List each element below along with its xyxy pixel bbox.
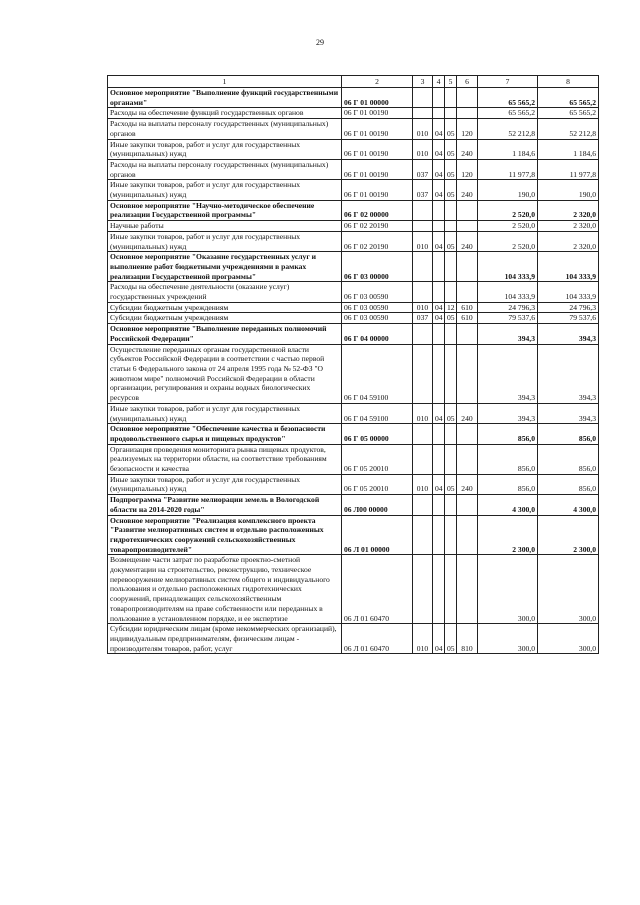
amount-year1-cell: 300,0 <box>478 555 538 624</box>
row-name-cell: Организация проведения мониторинга рынка пищевых продуктов, реализуемых на территории области, на соответствие требованиям безопасности и качества <box>108 444 342 474</box>
header-cell: 6 <box>457 76 478 88</box>
table-row <box>108 555 599 624</box>
expense-type-cell: 120 <box>457 159 478 179</box>
table-row <box>108 444 599 474</box>
ministry-code-cell: 010 <box>413 403 433 423</box>
amount-year1-cell: 856,0 <box>478 424 538 444</box>
expense-type-cell <box>457 515 478 555</box>
section-code-cell: 04 <box>433 139 445 159</box>
row-name-cell: Иные закупки товаров, работ и услуг для государственных (муниципальных) нужд <box>108 231 342 251</box>
budget-code-cell: 06 Л00 00000 <box>342 495 413 515</box>
amount-year2-cell: 2 320,0 <box>538 231 599 251</box>
ministry-code-cell <box>413 344 433 403</box>
expense-type-cell <box>457 424 478 444</box>
row-name-cell: Основное мероприятие "Выполнение функций государственными органами" <box>108 88 342 108</box>
amount-year2-cell: 65 565,2 <box>538 108 599 119</box>
expense-type-cell <box>457 221 478 232</box>
amount-year1-cell: 2 300,0 <box>478 515 538 555</box>
amount-year2-cell: 856,0 <box>538 444 599 474</box>
table-row <box>108 282 599 302</box>
ministry-code-cell <box>413 108 433 119</box>
header-cell: 2 <box>342 76 413 88</box>
budget-code-cell: 06 Г 01 00190 <box>342 119 413 139</box>
table-row <box>108 324 599 344</box>
section-code-cell <box>433 444 445 474</box>
budget-code-cell: 06 Г 04 59100 <box>342 403 413 423</box>
table-row <box>108 231 599 251</box>
amount-year2-cell: 2 320,0 <box>538 221 599 232</box>
subsection-code-cell <box>445 444 457 474</box>
row-name-cell: Расходы на выплаты персоналу государственных (муниципальных) органов <box>108 159 342 179</box>
section-code-cell <box>433 324 445 344</box>
row-name-cell: Расходы на обеспечение функций государственных органов <box>108 108 342 119</box>
section-code-cell <box>433 555 445 624</box>
budget-code-cell: 06 Г 04 59100 <box>342 344 413 403</box>
section-code-cell <box>433 200 445 220</box>
subsection-code-cell <box>445 324 457 344</box>
table-row <box>108 88 599 108</box>
ministry-code-cell: 010 <box>413 119 433 139</box>
ministry-code-cell <box>413 555 433 624</box>
amount-year2-cell: 856,0 <box>538 424 599 444</box>
budget-code-cell: 06 Г 02 20190 <box>342 231 413 251</box>
amount-year1-cell: 300,0 <box>478 624 538 654</box>
expense-type-cell <box>457 495 478 515</box>
subsection-code-cell <box>445 200 457 220</box>
expense-type-cell: 610 <box>457 313 478 324</box>
amount-year2-cell: 52 212,8 <box>538 119 599 139</box>
subsection-code-cell: 05 <box>445 624 457 654</box>
expense-type-cell <box>457 344 478 403</box>
header-cell: 1 <box>108 76 342 88</box>
expense-type-cell: 240 <box>457 403 478 423</box>
row-name-cell: Основное мероприятие "Реализация комплексного проекта "Развитие мелиоративных систем и отдельно расположенных гидротехнических сооружений сельскохозяйственных товаропроизводителей" <box>108 515 342 555</box>
budget-code-cell: 06 Г 01 00190 <box>342 180 413 200</box>
section-code-cell <box>433 108 445 119</box>
ministry-code-cell <box>413 282 433 302</box>
amount-year2-cell: 2 300,0 <box>538 515 599 555</box>
amount-year2-cell: 1 184,6 <box>538 139 599 159</box>
amount-year2-cell: 4 300,0 <box>538 495 599 515</box>
table-row <box>108 515 599 555</box>
ministry-code-cell <box>413 444 433 474</box>
amount-year1-cell: 856,0 <box>478 474 538 494</box>
row-name-cell: Субсидии юридическим лицам (кроме некоммерческих организаций), индивидуальным предпринимателям, физическим лицам - производителям товаров, работ, услуг <box>108 624 342 654</box>
ministry-code-cell <box>413 252 433 282</box>
amount-year1-cell: 52 212,8 <box>478 119 538 139</box>
row-name-cell: Подпрограмма "Развитие мелиорации земель в Вологодской области на 2014-2020 годы" <box>108 495 342 515</box>
table-row <box>108 624 599 654</box>
row-name-cell: Основное мероприятие "Оказание государственных услуг и выполнение работ бюджетными учреждениями в рамках реализации Государственной программы" <box>108 252 342 282</box>
expense-type-cell <box>457 444 478 474</box>
section-code-cell: 04 <box>433 231 445 251</box>
section-code-cell: 04 <box>433 403 445 423</box>
amount-year2-cell: 190,0 <box>538 180 599 200</box>
budget-code-cell: 06 Г 01 00190 <box>342 139 413 159</box>
amount-year2-cell: 65 565,2 <box>538 88 599 108</box>
expense-type-cell <box>457 555 478 624</box>
ministry-code-cell: 037 <box>413 180 433 200</box>
amount-year2-cell: 300,0 <box>538 555 599 624</box>
amount-year1-cell: 104 333,9 <box>478 252 538 282</box>
ministry-code-cell <box>413 424 433 444</box>
section-code-cell <box>433 344 445 403</box>
amount-year2-cell: 104 333,9 <box>538 282 599 302</box>
amount-year1-cell: 11 977,8 <box>478 159 538 179</box>
amount-year1-cell: 856,0 <box>478 444 538 474</box>
subsection-code-cell: 05 <box>445 159 457 179</box>
ministry-code-cell: 037 <box>413 313 433 324</box>
subsection-code-cell: 05 <box>445 119 457 139</box>
amount-year2-cell: 394,3 <box>538 403 599 423</box>
amount-year1-cell: 2 520,0 <box>478 221 538 232</box>
expense-type-cell <box>457 108 478 119</box>
expense-type-cell <box>457 324 478 344</box>
expense-type-cell: 810 <box>457 624 478 654</box>
amount-year1-cell: 190,0 <box>478 180 538 200</box>
subsection-code-cell <box>445 88 457 108</box>
row-name-cell: Расходы на обеспечение деятельности (оказание услуг) государственных учреждений <box>108 282 342 302</box>
amount-year2-cell: 394,3 <box>538 344 599 403</box>
ministry-code-cell: 010 <box>413 231 433 251</box>
budget-table <box>107 75 599 654</box>
ministry-code-cell <box>413 200 433 220</box>
ministry-code-cell <box>413 495 433 515</box>
ministry-code-cell: 037 <box>413 159 433 179</box>
ministry-code-cell: 010 <box>413 139 433 159</box>
amount-year1-cell: 79 537,6 <box>478 313 538 324</box>
amount-year2-cell: 79 537,6 <box>538 313 599 324</box>
table-row <box>108 424 599 444</box>
ministry-code-cell: 010 <box>413 302 433 313</box>
section-code-cell <box>433 495 445 515</box>
amount-year1-cell: 65 565,2 <box>478 108 538 119</box>
section-code-cell: 04 <box>433 159 445 179</box>
table-row <box>108 252 599 282</box>
amount-year1-cell: 4 300,0 <box>478 495 538 515</box>
table-row <box>108 495 599 515</box>
header-cell: 4 <box>433 76 445 88</box>
ministry-code-cell: 010 <box>413 474 433 494</box>
subsection-code-cell: 05 <box>445 403 457 423</box>
table-row <box>108 474 599 494</box>
section-code-cell <box>433 282 445 302</box>
ministry-code-cell <box>413 515 433 555</box>
subsection-code-cell: 05 <box>445 474 457 494</box>
section-code-cell <box>433 252 445 282</box>
amount-year1-cell: 394,3 <box>478 324 538 344</box>
amount-year1-cell: 24 796,3 <box>478 302 538 313</box>
ministry-code-cell <box>413 221 433 232</box>
header-cell: 7 <box>478 76 538 88</box>
ministry-code-cell <box>413 324 433 344</box>
subsection-code-cell <box>445 108 457 119</box>
subsection-code-cell: 05 <box>445 313 457 324</box>
amount-year1-cell: 65 565,2 <box>478 88 538 108</box>
section-code-cell: 04 <box>433 119 445 139</box>
row-name-cell: Основное мероприятие "Выполнение переданных полномочий Российской Федерации" <box>108 324 342 344</box>
budget-code-cell: 06 Г 05 20010 <box>342 474 413 494</box>
header-cell: 5 <box>445 76 457 88</box>
section-code-cell: 04 <box>433 180 445 200</box>
table-header-row <box>108 76 599 88</box>
budget-code-cell: 06 Л 01 60470 <box>342 624 413 654</box>
expense-type-cell <box>457 282 478 302</box>
subsection-code-cell <box>445 515 457 555</box>
section-code-cell <box>433 88 445 108</box>
expense-type-cell: 120 <box>457 119 478 139</box>
section-code-cell <box>433 515 445 555</box>
expense-type-cell: 240 <box>457 139 478 159</box>
budget-code-cell: 06 Л 01 00000 <box>342 515 413 555</box>
header-cell: 8 <box>538 76 599 88</box>
row-name-cell: Осуществление переданных органам государственной власти субъектов Российской Федерации в соответствии с частью первой статьи 6 Федерального закона от 24 апреля 1995 года № 52-ФЗ "О животном мире" полномочий Российской Федерации в области организации, регулирования и охраны водных биологических ресурсов <box>108 344 342 403</box>
section-code-cell <box>433 424 445 444</box>
table-row <box>108 180 599 200</box>
subsection-code-cell <box>445 495 457 515</box>
row-name-cell: Научные работы <box>108 221 342 232</box>
budget-code-cell: 06 Г 03 00590 <box>342 313 413 324</box>
row-name-cell: Субсидии бюджетным учреждениям <box>108 302 342 313</box>
budget-code-cell: 06 Г 03 00590 <box>342 302 413 313</box>
budget-code-cell: 06 Л 01 60470 <box>342 555 413 624</box>
table-body <box>108 88 599 654</box>
table-row <box>108 108 599 119</box>
budget-code-cell: 06 Г 05 00000 <box>342 424 413 444</box>
budget-code-cell: 06 Г 01 00000 <box>342 88 413 108</box>
table-row <box>108 139 599 159</box>
budget-code-cell: 06 Г 04 00000 <box>342 324 413 344</box>
budget-code-cell: 06 Г 02 20190 <box>342 221 413 232</box>
amount-year1-cell: 2 520,0 <box>478 231 538 251</box>
subsection-code-cell <box>445 221 457 232</box>
row-name-cell: Основное мероприятие "Научно-методическое обеспечение реализации Государственной программы" <box>108 200 342 220</box>
subsection-code-cell <box>445 252 457 282</box>
subsection-code-cell <box>445 282 457 302</box>
row-name-cell: Основное мероприятие "Обеспечение качества и безопасности продовольственного сырья и пищевых продуктов" <box>108 424 342 444</box>
table-row <box>108 302 599 313</box>
budget-code-cell: 06 Г 01 00190 <box>342 159 413 179</box>
expense-type-cell: 240 <box>457 231 478 251</box>
section-code-cell: 04 <box>433 474 445 494</box>
amount-year2-cell: 2 320,0 <box>538 200 599 220</box>
subsection-code-cell <box>445 344 457 403</box>
row-name-cell: Иные закупки товаров, работ и услуг для государственных (муниципальных) нужд <box>108 403 342 423</box>
table-row <box>108 159 599 179</box>
budget-code-cell: 06 Г 03 00590 <box>342 282 413 302</box>
subsection-code-cell: 12 <box>445 302 457 313</box>
table-row <box>108 344 599 403</box>
budget-code-cell: 06 Г 02 00000 <box>342 200 413 220</box>
subsection-code-cell <box>445 555 457 624</box>
expense-type-cell: 240 <box>457 474 478 494</box>
amount-year1-cell: 104 333,9 <box>478 282 538 302</box>
subsection-code-cell <box>445 424 457 444</box>
ministry-code-cell: 010 <box>413 624 433 654</box>
table-row <box>108 313 599 324</box>
table-row <box>108 200 599 220</box>
amount-year1-cell: 394,3 <box>478 403 538 423</box>
subsection-code-cell: 05 <box>445 180 457 200</box>
section-code-cell: 04 <box>433 313 445 324</box>
page-number: 29 <box>316 38 324 47</box>
section-code-cell: 04 <box>433 302 445 313</box>
row-name-cell: Субсидии бюджетным учреждениям <box>108 313 342 324</box>
amount-year2-cell: 11 977,8 <box>538 159 599 179</box>
table-row <box>108 119 599 139</box>
subsection-code-cell: 05 <box>445 139 457 159</box>
section-code-cell: 04 <box>433 624 445 654</box>
table-row <box>108 403 599 423</box>
amount-year2-cell: 856,0 <box>538 474 599 494</box>
amount-year2-cell: 300,0 <box>538 624 599 654</box>
amount-year2-cell: 24 796,3 <box>538 302 599 313</box>
expense-type-cell <box>457 252 478 282</box>
amount-year1-cell: 1 184,6 <box>478 139 538 159</box>
expense-type-cell <box>457 88 478 108</box>
row-name-cell: Расходы на выплаты персоналу государственных (муниципальных) органов <box>108 119 342 139</box>
budget-code-cell: 06 Г 03 00000 <box>342 252 413 282</box>
expense-type-cell <box>457 200 478 220</box>
amount-year2-cell: 394,3 <box>538 324 599 344</box>
amount-year1-cell: 2 520,0 <box>478 200 538 220</box>
row-name-cell: Иные закупки товаров, работ и услуг для государственных (муниципальных) нужд <box>108 474 342 494</box>
ministry-code-cell <box>413 88 433 108</box>
budget-code-cell: 06 Г 05 20010 <box>342 444 413 474</box>
row-name-cell: Возмещение части затрат по разработке проектно-сметной документации на строительство, реконструкцию, техническое перевооружение мелиоративных систем общего и индивидуального пользования и отдельно расположенных гидротехнических сооружений, принадлежащих сельскохозяйственным товаропроизводителям на праве собственности или переданных в пользование в установленном порядке, и ее экспертизе <box>108 555 342 624</box>
amount-year2-cell: 104 333,9 <box>538 252 599 282</box>
amount-year1-cell: 394,3 <box>478 344 538 403</box>
row-name-cell: Иные закупки товаров, работ и услуг для государственных (муниципальных) нужд <box>108 180 342 200</box>
header-cell: 3 <box>413 76 433 88</box>
expense-type-cell: 610 <box>457 302 478 313</box>
expense-type-cell: 240 <box>457 180 478 200</box>
row-name-cell: Иные закупки товаров, работ и услуг для государственных (муниципальных) нужд <box>108 139 342 159</box>
table-row <box>108 221 599 232</box>
subsection-code-cell: 05 <box>445 231 457 251</box>
budget-code-cell: 06 Г 01 00190 <box>342 108 413 119</box>
section-code-cell <box>433 221 445 232</box>
